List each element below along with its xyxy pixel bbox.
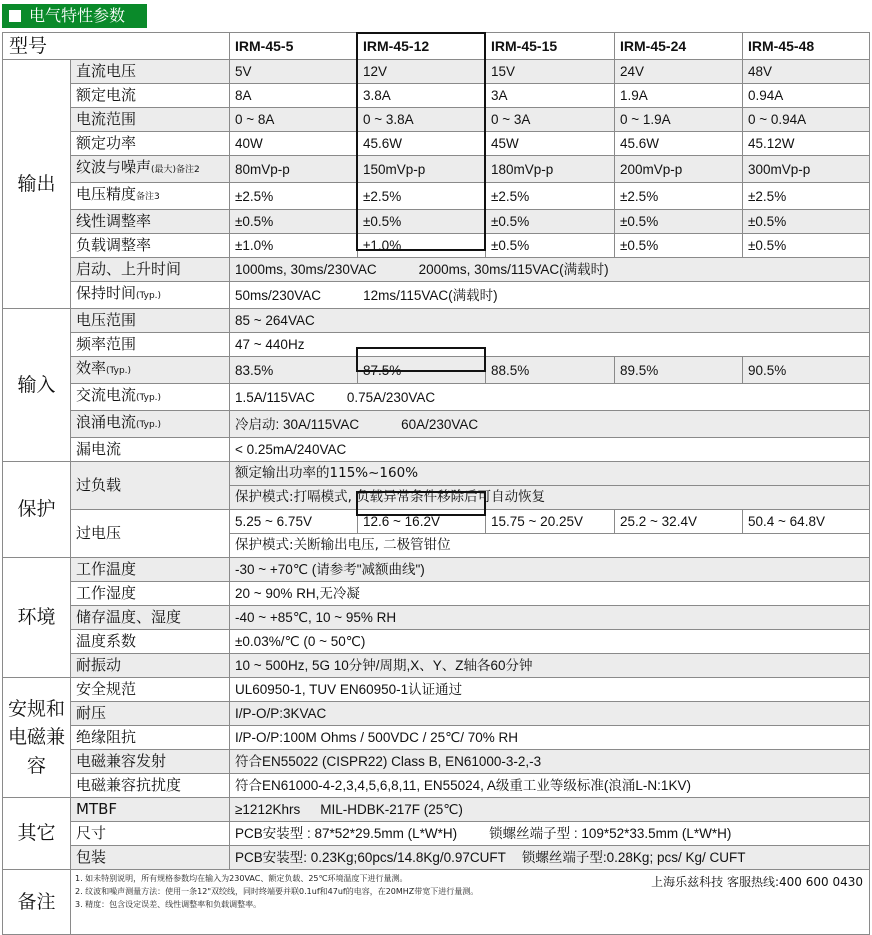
mtbf-row bbox=[3, 798, 870, 822]
cell-value: ±0.5% bbox=[486, 234, 615, 258]
cell-value: < 0.25mA/240VAC bbox=[230, 438, 870, 462]
cell-value: 40W bbox=[230, 132, 358, 156]
cell-value: I/P-O/P:3KVAC bbox=[230, 702, 870, 726]
row-label: 电磁兼容发射 bbox=[71, 750, 230, 774]
row-label-text: 保持时间 bbox=[76, 284, 137, 302]
cell-value: 45.6W bbox=[615, 132, 743, 156]
leakage-row bbox=[3, 438, 870, 462]
cell-value bbox=[230, 846, 870, 870]
cell-value: ±0.5% bbox=[615, 234, 743, 258]
cell-value: 符合EN55022 (CISPR22) Class B, EN61000-3-2,-3 bbox=[230, 750, 870, 774]
row-label: 绝缘阻抗 bbox=[71, 726, 230, 750]
note-line: 1. 如未特别说明，所有规格参数均在输入为230VAC、额定负载、25℃环境温度下进行量测。 bbox=[75, 874, 408, 883]
cell-value bbox=[230, 282, 870, 309]
row-label bbox=[71, 156, 230, 183]
cell-value bbox=[230, 384, 870, 411]
cell-value: 47 ~ 440Hz bbox=[230, 333, 870, 357]
cell-value: 48V bbox=[743, 60, 870, 84]
cell-value: 保护模式:打嗝模式, 负载异常条件移除后可自动恢复 bbox=[230, 486, 870, 510]
model-row bbox=[3, 33, 870, 60]
cell-value: ±1.0% bbox=[230, 234, 358, 258]
row-label-note: (Typ.) bbox=[106, 366, 132, 376]
row-label: 尺寸 bbox=[71, 822, 230, 846]
dc-voltage-row bbox=[3, 60, 870, 84]
cell-value: 0 ~ 1.9A bbox=[615, 108, 743, 132]
value-part: PCB安装型 : 87*52*29.5mm (L*W*H) bbox=[235, 826, 458, 841]
cell-value: 90.5% bbox=[743, 357, 870, 384]
row-label: 电磁兼容抗扰度 bbox=[71, 774, 230, 798]
cell-value: 87.5% bbox=[358, 357, 486, 384]
row-label: 直流电压 bbox=[71, 60, 230, 84]
cell-value: ±0.5% bbox=[486, 210, 615, 234]
row-label: 额定电流 bbox=[71, 84, 230, 108]
section-environment: 环境 bbox=[3, 558, 71, 678]
row-label: 线性调整率 bbox=[71, 210, 230, 234]
cell-value: 25.2 ~ 32.4V bbox=[615, 510, 743, 534]
service-hotline: 上海乐兹科技 客服热线:400 600 0430 bbox=[651, 875, 864, 889]
line-regulation-row bbox=[3, 210, 870, 234]
value-part: 0.75A/230VAC bbox=[346, 389, 436, 405]
cell-value: 20 ~ 90% RH,无冷凝 bbox=[230, 582, 870, 606]
cell-value: 45W bbox=[486, 132, 615, 156]
notes-content bbox=[71, 870, 870, 935]
row-label: 过电压 bbox=[71, 510, 230, 558]
value-part: 1.5A/115VAC bbox=[235, 389, 315, 405]
cell-value: 15V bbox=[486, 60, 615, 84]
row-label: 工作湿度 bbox=[71, 582, 230, 606]
cell-value: ±2.5% bbox=[486, 183, 615, 210]
model-label: 型号 bbox=[3, 33, 230, 60]
value-part: MIL-HDBK-217F (25℃) bbox=[320, 802, 463, 817]
row-label: MTBF bbox=[71, 798, 230, 822]
cell-value: 300mVp-p bbox=[743, 156, 870, 183]
model-name: IRM-45-12 bbox=[358, 33, 486, 60]
value-part: 冷启动: 30A/115VAC bbox=[235, 416, 360, 432]
row-label bbox=[71, 411, 230, 438]
isolation-row bbox=[3, 726, 870, 750]
cell-value: ±2.5% bbox=[358, 183, 486, 210]
row-label: 过负载 bbox=[71, 462, 230, 510]
cell-value: ±1.0% bbox=[358, 234, 486, 258]
dimension-row bbox=[3, 822, 870, 846]
section-notes: 备注 bbox=[3, 870, 71, 935]
voltage-tolerance-row bbox=[3, 183, 870, 210]
working-humidity-row bbox=[3, 582, 870, 606]
cell-value: 83.5% bbox=[230, 357, 358, 384]
ac-current-row bbox=[3, 384, 870, 411]
inrush-current-row bbox=[3, 411, 870, 438]
row-label: 耐压 bbox=[71, 702, 230, 726]
value-part: 50ms/230VAC bbox=[235, 287, 322, 303]
cell-value: 88.5% bbox=[486, 357, 615, 384]
cell-value: ±2.5% bbox=[743, 183, 870, 210]
row-label-text: 电压精度 bbox=[76, 185, 137, 203]
cell-value: 0 ~ 3A bbox=[486, 108, 615, 132]
cell-value: ±2.5% bbox=[615, 183, 743, 210]
load-regulation-row bbox=[3, 234, 870, 258]
value-part: 2000ms, 30ms/115VAC(满载时) bbox=[418, 262, 609, 277]
section-output: 输出 bbox=[3, 60, 71, 309]
row-label: 启动、上升时间 bbox=[71, 258, 230, 282]
cell-value: 0 ~ 0.94A bbox=[743, 108, 870, 132]
cell-value: ±2.5% bbox=[230, 183, 358, 210]
cell-value: ±0.5% bbox=[230, 210, 358, 234]
cell-value: 12.6 ~ 16.2V bbox=[358, 510, 486, 534]
model-name: IRM-45-24 bbox=[615, 33, 743, 60]
setup-rise-row bbox=[3, 258, 870, 282]
model-name: IRM-45-15 bbox=[486, 33, 615, 60]
overvoltage-row-1 bbox=[3, 510, 870, 534]
value-part: 60A/230VAC bbox=[401, 416, 479, 432]
cell-value: 45.6W bbox=[358, 132, 486, 156]
cell-value: 额定输出功率的115%~160% bbox=[230, 462, 870, 486]
temp-coefficient-row bbox=[3, 630, 870, 654]
value-part: PCB安装型: 0.23Kg;60pcs/14.8Kg/0.97CUFT bbox=[235, 850, 506, 865]
cell-value: 5V bbox=[230, 60, 358, 84]
row-label: 漏电流 bbox=[71, 438, 230, 462]
cell-value bbox=[230, 798, 870, 822]
row-label: 安全规范 bbox=[71, 678, 230, 702]
model-name: IRM-45-48 bbox=[743, 33, 870, 60]
cell-value: 180mVp-p bbox=[486, 156, 615, 183]
cell-value: 保护模式:关断输出电压, 二极管钳位 bbox=[230, 534, 870, 558]
note-line: 2. 纹波和噪声测量方法：使用一条12"双绞线，同时终端要并联0.1uf和47uf的电容，在20MHZ带宽下进行量测。 bbox=[75, 887, 479, 896]
square-bullet-icon bbox=[9, 10, 21, 22]
working-temp-row bbox=[3, 558, 870, 582]
row-label: 耐振动 bbox=[71, 654, 230, 678]
cell-value: 8A bbox=[230, 84, 358, 108]
cell-value: 24V bbox=[615, 60, 743, 84]
cell-value: 150mVp-p bbox=[358, 156, 486, 183]
row-label: 温度系数 bbox=[71, 630, 230, 654]
row-label: 工作温度 bbox=[71, 558, 230, 582]
row-label: 电流范围 bbox=[71, 108, 230, 132]
cell-value: ±0.5% bbox=[743, 234, 870, 258]
cell-value: 80mVp-p bbox=[230, 156, 358, 183]
rated-power-row bbox=[3, 132, 870, 156]
value-part: 1000ms, 30ms/230VAC bbox=[235, 262, 377, 277]
row-label: 额定功率 bbox=[71, 132, 230, 156]
hold-up-row bbox=[3, 282, 870, 309]
input-voltage-row bbox=[3, 309, 870, 333]
cell-value: 50.4 ~ 64.8V bbox=[743, 510, 870, 534]
row-label: 频率范围 bbox=[71, 333, 230, 357]
cell-value: UL60950-1, TUV EN60950-1认证通过 bbox=[230, 678, 870, 702]
note-line: 3. 精度：包含设定误差、线性调整率和负载调整率。 bbox=[75, 900, 262, 909]
cell-value: I/P-O/P:100M Ohms / 500VDC / 25℃/ 70% RH bbox=[230, 726, 870, 750]
section-protection: 保护 bbox=[3, 462, 71, 558]
cell-value: 15.75 ~ 20.25V bbox=[486, 510, 615, 534]
row-label: 电压范围 bbox=[71, 309, 230, 333]
value-part: ≥1212Khrs bbox=[235, 802, 301, 817]
cell-value: ±0.5% bbox=[615, 210, 743, 234]
cell-value: 3.8A bbox=[358, 84, 486, 108]
section-header-title: 电气特性参数 bbox=[29, 6, 126, 25]
row-label: 负载调整率 bbox=[71, 234, 230, 258]
value-part: 锁螺丝端子型 : 109*52*33.5mm (L*W*H) bbox=[489, 826, 732, 841]
current-range-row bbox=[3, 108, 870, 132]
row-label-text: 效率 bbox=[76, 359, 107, 377]
cell-value: 200mVp-p bbox=[615, 156, 743, 183]
cell-value: 0 ~ 8A bbox=[230, 108, 358, 132]
section-safety: 安规和电磁兼容 bbox=[3, 678, 71, 798]
emc-immunity-row bbox=[3, 774, 870, 798]
cell-value: 89.5% bbox=[615, 357, 743, 384]
section-others: 其它 bbox=[3, 798, 71, 870]
efficiency-row bbox=[3, 357, 870, 384]
row-label-note: (Typ.) bbox=[136, 393, 162, 403]
value-part: 12ms/115VAC(满载时) bbox=[363, 287, 498, 303]
cell-value: 0 ~ 3.8A bbox=[358, 108, 486, 132]
cell-value: -30 ~ +70℃ (请参考"减额曲线") bbox=[230, 558, 870, 582]
rated-current-row bbox=[3, 84, 870, 108]
model-name: IRM-45-5 bbox=[230, 33, 358, 60]
row-label bbox=[71, 357, 230, 384]
vibration-row bbox=[3, 654, 870, 678]
row-label-text: 浪涌电流 bbox=[76, 413, 137, 431]
emc-emission-row bbox=[3, 750, 870, 774]
overload-row-1 bbox=[3, 462, 870, 486]
row-label-note: (Typ.) bbox=[136, 291, 162, 301]
frequency-row bbox=[3, 333, 870, 357]
cell-value: 0.94A bbox=[743, 84, 870, 108]
cell-value: ±0.5% bbox=[358, 210, 486, 234]
row-label bbox=[71, 183, 230, 210]
cell-value: 12V bbox=[358, 60, 486, 84]
packing-row bbox=[3, 846, 870, 870]
cell-value: 10 ~ 500Hz, 5G 10分钟/周期,X、Y、Z轴各60分钟 bbox=[230, 654, 870, 678]
row-label-text: 交流电流 bbox=[76, 386, 137, 404]
notes-row bbox=[3, 870, 870, 935]
row-label-note: (Typ.) bbox=[136, 420, 162, 430]
row-label bbox=[71, 384, 230, 411]
safety-standards-row bbox=[3, 678, 870, 702]
row-label: 储存温度、湿度 bbox=[71, 606, 230, 630]
cell-value bbox=[230, 258, 870, 282]
cell-value bbox=[230, 411, 870, 438]
cell-value: -40 ~ +85℃, 10 ~ 95% RH bbox=[230, 606, 870, 630]
row-label-text: 纹波与噪声 bbox=[76, 158, 152, 176]
row-label-note: 备注3 bbox=[136, 192, 160, 202]
cell-value: 5.25 ~ 6.75V bbox=[230, 510, 358, 534]
cell-value: 85 ~ 264VAC bbox=[230, 309, 870, 333]
spec-table bbox=[2, 32, 870, 935]
cell-value: 3A bbox=[486, 84, 615, 108]
storage-row bbox=[3, 606, 870, 630]
section-header bbox=[2, 4, 147, 28]
cell-value: 符合EN61000-4-2,3,4,5,6,8,11, EN55024, A级重工业等级标准(浪涌L-N:1KV) bbox=[230, 774, 870, 798]
cell-value: 45.12W bbox=[743, 132, 870, 156]
section-input: 输入 bbox=[3, 309, 71, 462]
row-label: 包装 bbox=[71, 846, 230, 870]
cell-value: ±0.5% bbox=[743, 210, 870, 234]
row-label-note: (最大)备注2 bbox=[151, 165, 200, 175]
ripple-row bbox=[3, 156, 870, 183]
cell-value: 1.9A bbox=[615, 84, 743, 108]
cell-value: ±0.03%/℃ (0 ~ 50℃) bbox=[230, 630, 870, 654]
row-label bbox=[71, 282, 230, 309]
value-part: 锁螺丝端子型:0.28Kg; pcs/ Kg/ CUFT bbox=[521, 850, 746, 865]
withstand-row bbox=[3, 702, 870, 726]
cell-value bbox=[230, 822, 870, 846]
